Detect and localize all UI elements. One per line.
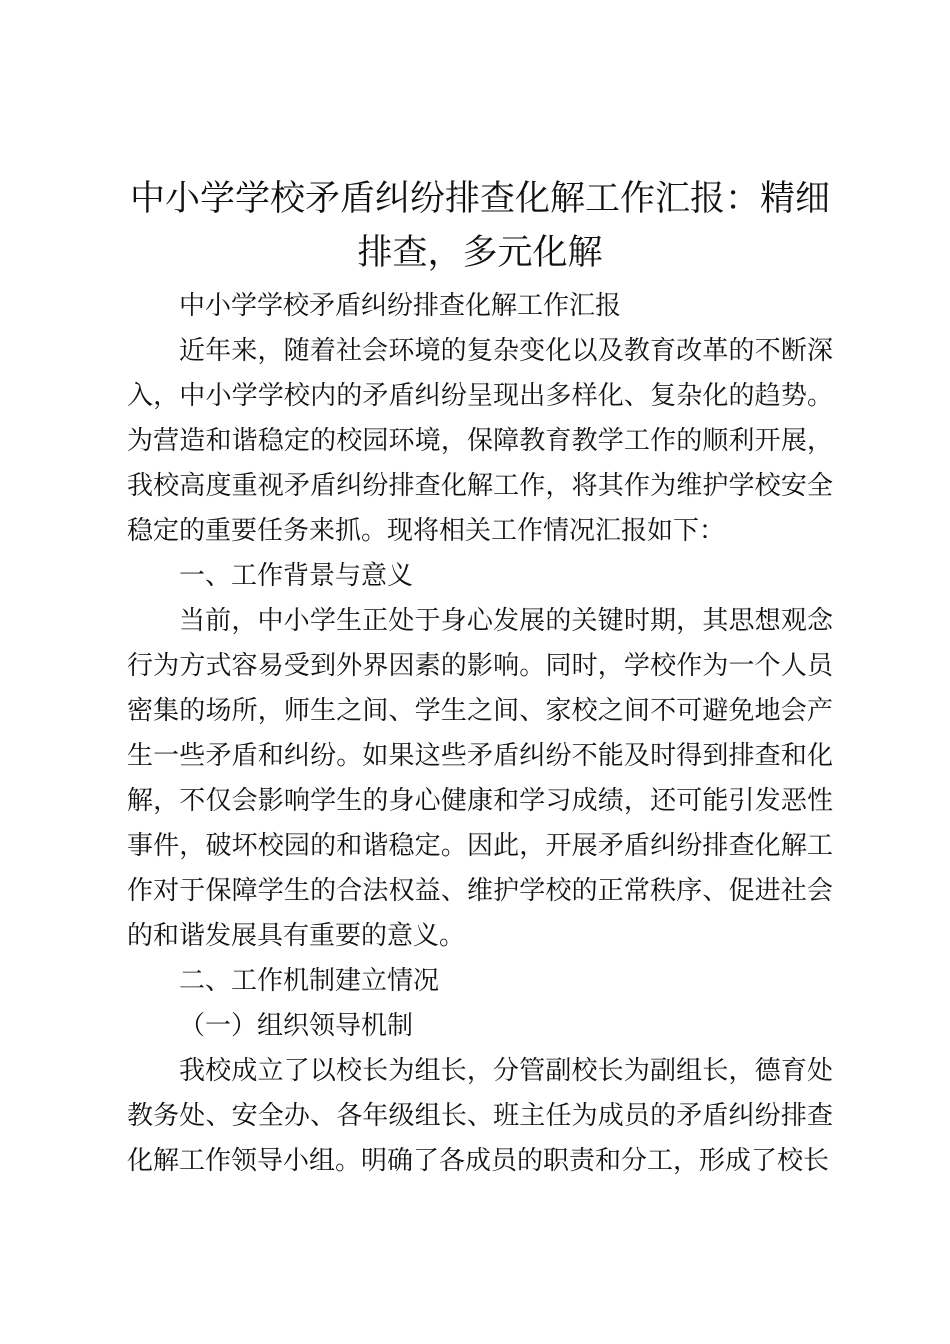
subtitle-paragraph: 中小学学校矛盾纠纷排查化解工作汇报 [179,291,622,321]
intro-paragraph: 近年来，随着社会环境的复杂变化以及教育改革的不断深入，中小学学校内的矛盾纠纷呈现出多样化、复杂化的趋势。为营造和谐稳定的校园环境，保障教育教学工作的顺利开展，我校高度重视矛盾纠纷排查化解工作，将其作为维护学校安全稳定的重要任务来抓。现将相关工作情况汇报如下： [127,336,833,546]
section-heading-2: 二、工作机制建立情况 [179,966,440,996]
document-title: 中小学学校矛盾纠纷排查化解工作汇报：精细排查，多元化解 [129,179,830,273]
leadership-paragraph: 我校成立了以校长为组长，分管副校长为副组长，德育处教务处、安全办、各年级组长、班主任为成员的矛盾纠纷排查化解工作领导小组。明确了各成员的职责和分工，形成了校长 [127,1056,833,1176]
subsection-heading-1: （一）组织领导机制 [179,1011,414,1041]
background-paragraph: 当前，中小学生正处于身心发展的关键时期，其思想观念行为方式容易受到外界因素的影响。同时，学校作为一个人员密集的场所，师生之间、学生之间、家校之间不可避免地会产生一些矛盾和纠纷。如果这些矛盾纠纷不能及时得到排查和化解，不仅会影响学生的身心健康和学习成绩，还可能引发恶性事件，破坏校园的和谐稳定。因此，开展矛盾纠纷排查化解工作对于保障学生的合法权益、维护学校的正常秩序、促进社会的和谐发展具有重要的意义。 [127,606,833,951]
section-heading-1: 一、工作背景与意义 [179,561,414,591]
document-page [127,172,833,1184]
